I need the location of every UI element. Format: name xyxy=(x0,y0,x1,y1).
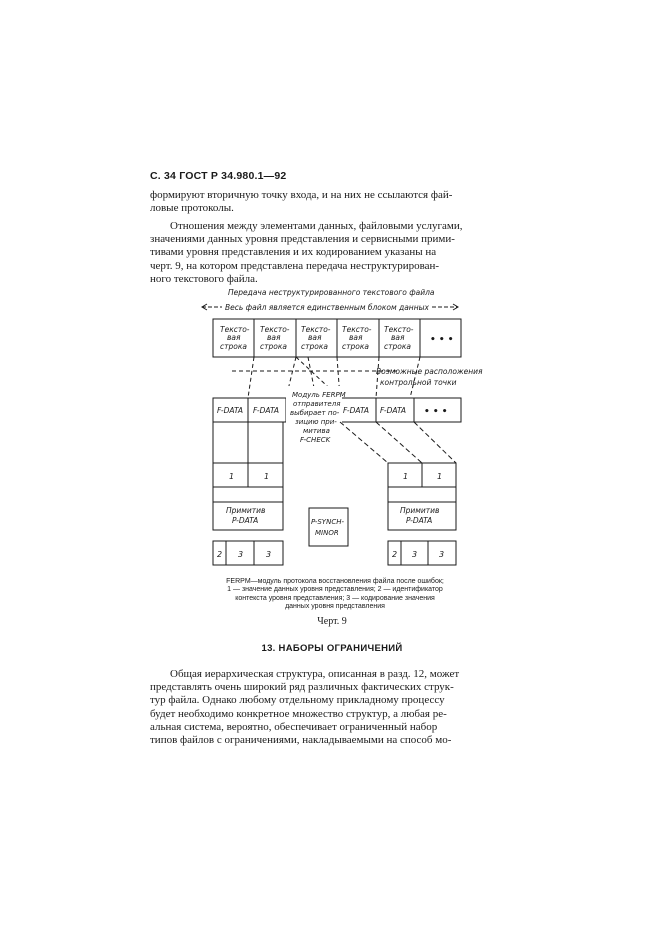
svg-text:вая: вая xyxy=(349,333,363,342)
svg-text:строка: строка xyxy=(220,342,247,351)
text-line: представлять очень широкий ряд различных фактических струк- xyxy=(150,681,454,694)
text-line: ловые протоколы. xyxy=(150,202,234,215)
svg-text:MINOR: MINOR xyxy=(315,529,339,537)
text-line: Отношения между элементами данных, файловыми услугами, xyxy=(170,220,463,232)
right-value-1: 1 xyxy=(403,472,409,481)
svg-text:вая: вая xyxy=(227,333,241,342)
section-heading: 13. НАБОРЫ ОГРАНИЧЕНИЙ xyxy=(261,643,403,654)
left-value-2: 1 xyxy=(264,472,270,481)
text-line-cell-1: Тексто- xyxy=(220,325,250,334)
f-data-cell-4: F-DATA xyxy=(380,406,406,415)
text-line: альная система, вероятно, обеспечивает ограниченный набор xyxy=(150,720,438,733)
text-line-cell-3: Тексто- xyxy=(301,325,331,334)
svg-text:вая: вая xyxy=(308,333,322,342)
svg-text:вая: вая xyxy=(267,333,281,342)
figure-legend xyxy=(190,578,480,611)
text-line: черт. 9, на котором представлена передача неструктурирован- xyxy=(150,259,440,272)
p-synch-minor-box xyxy=(309,508,348,546)
legend-line: FERPM—модуль протокола восстановления файла после ошибок; xyxy=(226,578,444,585)
right-encoding-row xyxy=(388,541,456,565)
text-line-ellipsis: • • • xyxy=(430,335,454,345)
right-encoding-1: 3 xyxy=(412,550,418,559)
legend-line: данных уровня представления xyxy=(285,602,385,610)
f-data-cell-3: F-DATA xyxy=(343,406,369,415)
figure-caption: Черт. 9 xyxy=(317,616,347,627)
text-line-cell-5: Тексто- xyxy=(384,325,414,334)
svg-text:контрольной точки: контрольной точки xyxy=(380,378,457,387)
svg-text:вая: вая xyxy=(391,333,405,342)
svg-text:P-DATA: P-DATA xyxy=(232,516,259,525)
text-line: ного текстового файла. xyxy=(150,272,258,285)
left-value-1: 1 xyxy=(229,472,235,481)
svg-text:зицию при-: зицию при- xyxy=(295,418,337,426)
right-primitive-label: Примитив xyxy=(400,506,440,515)
svg-text:F-CHECK: F-CHECK xyxy=(300,436,331,444)
svg-text:P-DATA: P-DATA xyxy=(406,516,433,525)
text-line-cell-2: Тексто- xyxy=(260,325,290,334)
text-line: Общая иерархическая структура, описанная в разд. 12, может xyxy=(170,668,460,680)
left-primitive-label: Примитив xyxy=(226,506,266,515)
checkpoint-label: Возможные расположения xyxy=(376,367,483,376)
left-context-id: 2 xyxy=(217,550,223,559)
legend-line: 1 — значение данных уровня представления; 2 — идентификатор xyxy=(227,586,443,594)
file-arrow-label: Весь файл является единственным блоком данных xyxy=(225,303,429,312)
right-value-2: 1 xyxy=(437,472,443,481)
page-header: С. 34 ГОСТ Р 34.980.1—92 xyxy=(150,170,287,182)
f-data-cell-1: F-DATA xyxy=(217,406,243,415)
left-encoding-2: 3 xyxy=(266,550,272,559)
right-context-id: 2 xyxy=(392,550,398,559)
text-line: тивами уровня представления и их кодированием указаны на xyxy=(150,246,437,259)
legend-line: контекста уровня представления; 3 — кодирование значения xyxy=(235,594,435,602)
diagram-title: Передача неструктурированного текстового файла xyxy=(228,288,435,297)
body-paragraph xyxy=(150,668,514,747)
f-data-cell-2: F-DATA xyxy=(253,406,279,415)
svg-text:выбирает по-: выбирает по- xyxy=(290,409,340,417)
right-encoding-2: 3 xyxy=(439,550,445,559)
left-encoding-row xyxy=(213,541,283,565)
svg-text:отправителя: отправителя xyxy=(293,400,341,408)
left-encoding-1: 3 xyxy=(238,550,244,559)
svg-text:строка: строка xyxy=(301,342,328,351)
text-line: формируют вторичную точку входа, и на них не ссылаются фай- xyxy=(150,189,453,201)
f-data-ellipsis: • • • xyxy=(424,407,448,417)
module-note: Модуль FERPM xyxy=(292,391,346,399)
svg-text:строка: строка xyxy=(342,342,369,351)
text-line-cell-4: Тексто- xyxy=(342,325,372,334)
text-line: значениями данных уровня представления и сервисными прими- xyxy=(150,233,455,246)
svg-text:митива: митива xyxy=(303,427,330,435)
svg-text:строка: строка xyxy=(384,342,411,351)
text-line: тур файла. Однако любому отдельному прикладному процессу xyxy=(150,694,445,707)
p-synch-minor-label: P-SYNCH- xyxy=(311,518,344,526)
text-line: типов файлов с ограничениями, накладываемыми на способ мо- xyxy=(150,734,452,747)
svg-text:строка: строка xyxy=(260,342,287,351)
text-line: будет необходимо конкретное множество структур, а любая ре- xyxy=(150,707,447,720)
